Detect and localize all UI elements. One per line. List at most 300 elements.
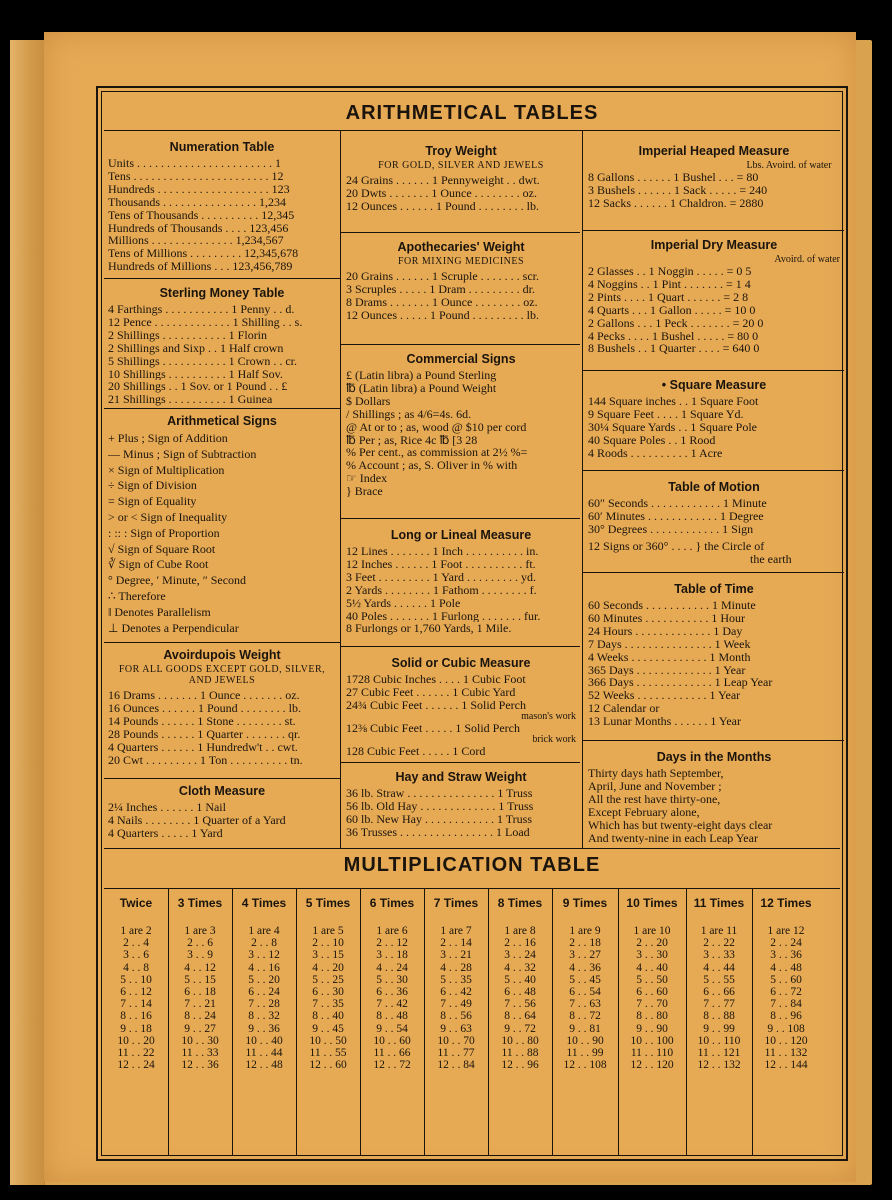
heaped-row: 12 Sacks . . . . . . 1 Chaldron. = 2880 xyxy=(588,196,764,210)
sign-row: ° Degree, ′ Minute, ″ Second xyxy=(108,573,247,588)
commercial-row: ℔ (Latin libra) a Pound Weight xyxy=(346,381,497,395)
hay-row: 56 lb. Old Hay . . . . . . . . . . . . . 1 Truss xyxy=(346,799,534,813)
mult-row: 8 . . 80 xyxy=(636,1010,668,1023)
cubic-row: 128 Cubic Feet . . . . . 1 Cord xyxy=(346,744,486,758)
sterling-money-table xyxy=(108,286,336,406)
mult-row: 9 . . 36 xyxy=(248,1022,280,1035)
hay-row: 36 lb. Straw . . . . . . . . . . . . . . . 1 Truss xyxy=(346,787,533,800)
mult-row: 8 . . 88 xyxy=(703,1010,735,1023)
sign-row: > or < Sign of Inequality xyxy=(108,509,228,524)
mult-row: 6 . . 72 xyxy=(770,986,802,999)
time-rows xyxy=(588,599,840,728)
mult-row: 9 . . 81 xyxy=(569,1022,601,1035)
mult-row: 11 . . 88 xyxy=(501,1047,539,1060)
mult-column xyxy=(232,889,297,1155)
mult-row: 12 . . 120 xyxy=(630,1059,674,1072)
sign-row: — Minus ; Sign of Subtraction xyxy=(108,446,257,461)
mult-row: 5 . . 40 xyxy=(504,973,536,986)
square-rows xyxy=(588,395,840,460)
hay-straw-weight xyxy=(346,770,576,839)
cubic-row: 24¾ Cubic Feet . . . . . . 1 Solid Perch xyxy=(346,698,526,712)
mult-row: 5 . . 55 xyxy=(703,973,735,986)
mult-row: 4 . . 40 xyxy=(636,961,668,974)
troy-title: Troy Weight xyxy=(425,144,497,158)
mult-column xyxy=(552,889,619,1155)
commercial-signs xyxy=(346,352,576,498)
apothecaries-row: 8 Drams . . . . . . . 1 Ounce . . . . . . . . oz. xyxy=(346,295,538,309)
cloth-row: 2¼ Inches . . . . . . 1 Nail xyxy=(108,801,226,814)
numeration-row: Tens of Millions . . . . . . . . . 12,345,678 xyxy=(108,247,299,261)
troy-row: 12 Ounces . . . . . . 1 Pound . . . . . . . . lb. xyxy=(346,199,539,213)
mult-row: 8 . . 96 xyxy=(770,1010,802,1023)
mult-row: 12 . . 144 xyxy=(764,1059,808,1072)
mult-column-header: 9 Times xyxy=(562,896,608,910)
motion-title: Table of Motion xyxy=(668,480,760,494)
mult-row: 11 . . 44 xyxy=(245,1047,283,1060)
mult-row: 11 . . 55 xyxy=(309,1047,347,1060)
mult-row: 9 . . 45 xyxy=(312,1022,344,1035)
mult-row: 12 . . 96 xyxy=(501,1059,539,1072)
square-row: 144 Square inches . . 1 Square Foot xyxy=(588,395,759,408)
long-row: 40 Poles . . . . . . . 1 Furlong . . . . . . . fur. xyxy=(346,609,541,623)
avoirdupois-row: 20 Cwt . . . . . . . . . 1 Ton . . . . . . . . . . tn. xyxy=(108,753,303,767)
time-row: 24 Hours . . . . . . . . . . . . . 1 Day xyxy=(588,624,743,638)
mult-row: 12 . . 60 xyxy=(309,1059,347,1072)
mult-row: 9 . . 99 xyxy=(703,1022,735,1035)
mult-row: 4 . . 12 xyxy=(184,961,216,974)
dry-title: Imperial Dry Measure xyxy=(650,238,778,252)
mult-row: 5 . . 50 xyxy=(636,973,668,986)
signs-rows xyxy=(108,431,336,636)
mult-row: 11 . . 77 xyxy=(437,1047,475,1060)
sign-row: ⊥ Denotes a Perpendicular xyxy=(108,620,239,635)
mult-row: 5 . . 25 xyxy=(312,973,344,986)
column-middle xyxy=(346,138,576,846)
mult-row: 6 . . 54 xyxy=(569,986,601,999)
time-row: 7 Days . . . . . . . . . . . . . . . 1 Week xyxy=(588,637,751,651)
mult-row: 11 . . 99 xyxy=(566,1047,604,1060)
cloth-rows xyxy=(108,801,336,840)
apothecaries-subtitle: FOR MIXING MEDICINES xyxy=(397,256,525,267)
mult-row: 6 . . 48 xyxy=(504,986,536,999)
table-of-time xyxy=(588,582,840,728)
heaped-note: Lbs. Avoird. of water xyxy=(746,160,832,171)
avoirdupois-row: 28 Pounds . . . . . . 1 Quarter . . . . . . . qr. xyxy=(108,727,301,741)
numeration-row: Thousands . . . . . . . . . . . . . . . . 1,234 xyxy=(108,195,286,209)
heaped-rows xyxy=(588,171,840,210)
mult-row: 9 . . 63 xyxy=(440,1022,472,1035)
mult-column-header: 12 Times xyxy=(760,896,812,910)
sign-row: ∛ Sign of Cube Root xyxy=(108,557,209,572)
long-measure xyxy=(346,528,576,635)
mult-row: 4 . . 8 xyxy=(123,961,149,974)
rule xyxy=(340,344,580,345)
long-row: 2 Yards . . . . . . . . 1 Fathom . . . . . . . . f. xyxy=(346,583,537,597)
multiplication-table xyxy=(104,888,840,1155)
apothecaries-row: 20 Grains . . . . . . 1 Scruple . . . . . . . scr. xyxy=(346,270,539,283)
sign-row: ‖ Denotes Parallelism xyxy=(108,604,211,619)
mult-row: 3 . . 21 xyxy=(440,949,472,962)
mult-column-header: 3 Times xyxy=(177,896,223,910)
mult-row: 1 are 9 xyxy=(569,925,601,937)
mult-row: 8 . . 40 xyxy=(312,1010,344,1023)
mult-column xyxy=(104,889,169,1155)
sign-row: ∴ Therefore xyxy=(108,588,166,603)
mult-row: 4 . . 24 xyxy=(376,961,408,974)
motion-row: the earth xyxy=(750,552,792,566)
time-row: 4 Weeks . . . . . . . . . . . . . 1 Month xyxy=(588,650,751,664)
mult-column-header: 10 Times xyxy=(626,896,678,910)
numeration-row: Units . . . . . . . . . . . . . . . . . . . . . . . 1 xyxy=(108,157,282,170)
commercial-row: $ Dollars xyxy=(346,394,391,408)
mult-column-header: Twice xyxy=(119,896,153,910)
mult-row: 4 . . 36 xyxy=(569,961,601,974)
sign-row: : :: : Sign of Proportion xyxy=(108,525,220,540)
mult-row: 9 . . 54 xyxy=(376,1022,408,1035)
cubic-title: Solid or Cubic Measure xyxy=(391,656,531,670)
time-row: 365 Days . . . . . . . . . . . . . 1 Year xyxy=(588,663,746,677)
sterling-rows xyxy=(108,303,336,406)
commercial-rows xyxy=(346,369,576,498)
mult-row: 3 . . 33 xyxy=(703,949,735,962)
mult-row: 3 . . 30 xyxy=(636,949,668,962)
mult-row: 5 . . 60 xyxy=(770,973,802,986)
days-row: All the rest have thirty-one, xyxy=(588,792,721,806)
numeration-row: Hundreds . . . . . . . . . . . . . . . . . . . 123 xyxy=(108,182,290,196)
mult-row: 3 . . 24 xyxy=(504,949,536,962)
mult-row: 6 . . 66 xyxy=(703,986,735,999)
mult-row: 9 . . 27 xyxy=(184,1022,216,1035)
square-measure xyxy=(588,378,840,460)
mult-row: 12 . . 48 xyxy=(245,1059,283,1072)
mult-row: 3 . . 6 xyxy=(123,949,149,962)
column-left xyxy=(108,138,336,846)
sign-row: + Plus ; Sign of Addition xyxy=(108,431,228,445)
mult-row: 4 . . 48 xyxy=(770,961,802,974)
mult-top-rule xyxy=(104,848,840,849)
mult-row: 1 are 3 xyxy=(184,925,216,937)
motion-row: 30° Degrees . . . . . . . . . . . . 1 Sign xyxy=(588,522,754,536)
mult-row: 5 . . 30 xyxy=(376,973,408,986)
mult-row: 11 . . 110 xyxy=(630,1047,674,1060)
square-row: 40 Square Poles . . 1 Rood xyxy=(588,433,716,447)
dry-row: 4 Noggins . . 1 Pint . . . . . . . = 1 4 xyxy=(588,277,751,291)
days-in-months xyxy=(588,750,840,844)
hay-row: 36 Trusses . . . . . . . . . . . . . . . . 1 Load xyxy=(346,825,530,839)
mult-row: 10 . . 100 xyxy=(630,1034,674,1047)
mult-column-header: 4 Times xyxy=(241,896,287,910)
mult-row: 3 . . 12 xyxy=(248,949,280,962)
dry-row: 4 Quarts . . . 1 Gallon . . . . . = 10 0 xyxy=(588,303,756,317)
motion-row: 12 Signs or 360° . . . . } the Circle of xyxy=(588,538,765,553)
mult-row: 2 . . 20 xyxy=(636,937,668,950)
mult-row: 12 . . 24 xyxy=(117,1059,155,1072)
troy-subtitle: FOR GOLD, SILVER AND JEWELS xyxy=(378,160,544,171)
long-row: 5½ Yards . . . . . . 1 Pole xyxy=(346,596,461,610)
time-row: 366 Days . . . . . . . . . . . . . 1 Leap Year xyxy=(588,676,773,690)
mult-column-header: 7 Times xyxy=(433,896,479,910)
rule xyxy=(104,408,340,409)
mult-row: 1 are 12 xyxy=(767,925,805,937)
mult-row: 2 . . 6 xyxy=(187,937,213,950)
mult-row: 1 are 11 xyxy=(700,925,738,937)
mult-row: 6 . . 24 xyxy=(248,986,280,999)
avoirdupois-rows xyxy=(108,689,336,766)
arithmetical-signs xyxy=(108,414,336,636)
hay-row: 60 lb. New Hay . . . . . . . . . . . . 1 Truss xyxy=(346,812,533,826)
long-row: 8 Furlongs or 1,760 Yards, 1 Mile. xyxy=(346,622,512,636)
mult-row: 3 . . 15 xyxy=(312,949,344,962)
sterling-row: 2 Shillings . . . . . . . . . . . 1 Florin xyxy=(108,328,268,342)
mult-row: 1 are 8 xyxy=(504,925,536,937)
mult-row: 4 . . 44 xyxy=(703,961,735,974)
table-frame xyxy=(96,86,848,1161)
time-row: 12 Calendar or xyxy=(588,702,660,716)
time-row: 13 Lunar Months . . . . . . 1 Year xyxy=(588,715,741,729)
cubic-measure xyxy=(346,656,576,758)
mult-row: 10 . . 50 xyxy=(309,1034,347,1047)
mult-row: 10 . . 90 xyxy=(566,1034,604,1047)
sign-row: ÷ Sign of Division xyxy=(108,478,197,493)
mult-row: 6 . . 60 xyxy=(636,986,668,999)
commercial-row: % Per cent., as commission at 2½ %= xyxy=(346,446,528,460)
mult-row: 5 . . 45 xyxy=(569,973,601,986)
days-title: Days in the Months xyxy=(656,750,772,764)
mult-row: 10 . . 80 xyxy=(501,1034,539,1047)
rule xyxy=(104,642,340,643)
dry-rows xyxy=(588,265,840,355)
mult-row: 8 . . 64 xyxy=(504,1010,536,1023)
long-row: 3 Feet . . . . . . . . . 1 Yard . . . . . . . . . yd. xyxy=(346,570,537,584)
mult-row: 5 . . 35 xyxy=(440,973,472,986)
mult-row: 4 . . 28 xyxy=(440,961,472,974)
numeration-table xyxy=(108,140,336,273)
numeration-row: Hundreds of Thousands . . . . 123,456 xyxy=(108,221,289,235)
mult-row: 7 . . 49 xyxy=(440,998,472,1011)
mult-column xyxy=(168,889,233,1155)
mult-row: 7 . . 21 xyxy=(184,998,216,1011)
time-row: 52 Weeks . . . . . . . . . . . . 1 Year xyxy=(588,689,741,703)
mult-row: 12 . . 72 xyxy=(373,1059,411,1072)
mult-row: 11 . . 132 xyxy=(764,1047,808,1060)
numeration-row: Millions . . . . . . . . . . . . . . 1,234,567 xyxy=(108,234,284,248)
dry-note: Avoird. of water xyxy=(774,254,840,265)
mult-row: 6 . . 12 xyxy=(120,986,152,999)
motion-row: 60″ Seconds . . . . . . . . . . . . 1 Minute xyxy=(588,497,767,510)
dry-row: 2 Pints . . . . 1 Quart . . . . . . = 2 8 xyxy=(588,290,749,304)
page-edges xyxy=(10,40,45,1185)
troy-row: 20 Dwts . . . . . . . 1 Ounce . . . . . . . . oz. xyxy=(346,186,537,200)
multiplication-title: MULTIPLICATION TABLE xyxy=(343,854,601,876)
mult-row: 3 . . 27 xyxy=(569,949,601,962)
mult-column-header: 11 Times xyxy=(693,896,745,910)
square-title: • Square Measure xyxy=(661,378,767,392)
commercial-row: ℔ Per ; as, Rice 4c ℔ [3 28 xyxy=(346,433,478,447)
mult-row: 2 . . 14 xyxy=(440,937,472,950)
square-row: 9 Square Feet . . . . 1 Square Yd. xyxy=(588,407,744,421)
long-title: Long or Lineal Measure xyxy=(390,528,532,542)
sign-row: √ Sign of Square Root xyxy=(108,541,216,556)
signs-title: Arithmetical Signs xyxy=(167,414,277,428)
mult-row: 7 . . 77 xyxy=(703,998,735,1011)
mult-row: 4 . . 32 xyxy=(504,961,536,974)
mult-column-header: 5 Times xyxy=(305,896,351,910)
mult-row: 7 . . 14 xyxy=(120,998,152,1011)
mult-row: 5 . . 20 xyxy=(248,973,280,986)
mult-row: 1 are 7 xyxy=(440,925,472,937)
mult-row: 8 . . 56 xyxy=(440,1010,472,1023)
mult-row: 3 . . 18 xyxy=(376,949,408,962)
mult-row: 6 . . 18 xyxy=(184,986,216,999)
mult-row: 7 . . 63 xyxy=(569,998,601,1011)
mult-row: 2 . . 24 xyxy=(770,937,802,950)
dry-row: 2 Glasses . . 1 Noggin . . . . . = 0 5 xyxy=(588,265,752,278)
mult-row: 1 are 5 xyxy=(312,925,344,937)
cloth-row: 4 Quarters . . . . . 1 Yard xyxy=(108,826,223,840)
mult-column xyxy=(360,889,425,1155)
mult-column xyxy=(488,889,553,1155)
mult-row: 2 . . 18 xyxy=(569,937,601,950)
hay-title: Hay and Straw Weight xyxy=(395,770,527,784)
cubic-note: brick work xyxy=(532,733,576,745)
days-rows xyxy=(588,767,840,844)
imperial-dry-measure xyxy=(588,238,840,355)
long-row: 12 Lines . . . . . . . 1 Inch . . . . . . . . . . in. xyxy=(346,545,539,558)
heaped-row: 3 Bushels . . . . . . 1 Sack . . . . . = 240 xyxy=(588,183,768,197)
mult-row: 6 . . 30 xyxy=(312,986,344,999)
mult-row: 8 . . 72 xyxy=(569,1010,601,1023)
mult-row: 8 . . 32 xyxy=(248,1010,280,1023)
numeration-rows xyxy=(108,157,336,273)
table-of-motion xyxy=(588,480,840,566)
mult-row: 5 . . 15 xyxy=(184,973,216,986)
time-title: Table of Time xyxy=(674,582,754,596)
mult-row: 12 . . 84 xyxy=(437,1059,475,1072)
rule xyxy=(582,740,844,741)
mult-column xyxy=(752,889,820,1155)
commercial-row: } Brace xyxy=(346,485,383,499)
mult-row: 11 . . 66 xyxy=(373,1047,411,1060)
days-row: And twenty-nine in each Leap Year xyxy=(588,831,758,845)
hay-rows xyxy=(346,787,576,839)
apothecaries-title: Apothecaries' Weight xyxy=(397,240,525,254)
troy-row: 24 Grains . . . . . . 1 Pennyweight . . dwt. xyxy=(346,174,540,187)
commercial-row: £ (Latin libra) a Pound Sterling xyxy=(346,369,497,382)
apothecaries-row: 12 Ounces . . . . . 1 Pound . . . . . . . . . lb. xyxy=(346,308,539,322)
commercial-row: ☞ Index xyxy=(346,472,388,486)
rule xyxy=(340,232,580,233)
commercial-row: @ At or to ; as, wood @ $10 per cord xyxy=(346,420,527,434)
mult-row: 7 . . 42 xyxy=(376,998,408,1011)
rule xyxy=(340,762,580,763)
numeration-row: Hundreds of Millions . . . 123,456,789 xyxy=(108,260,293,274)
heaped-row: 8 Gallons . . . . . . 1 Bushel . . . = 80 xyxy=(588,171,759,184)
mult-row: 11 . . 22 xyxy=(117,1047,155,1060)
rule xyxy=(340,646,580,647)
mult-row: 7 . . 35 xyxy=(312,998,344,1011)
square-row: 4 Roods . . . . . . . . . . 1 Acre xyxy=(588,446,723,460)
dry-row: 8 Bushels . . 1 Quarter . . . . = 640 0 xyxy=(588,342,760,356)
mult-row: 1 are 4 xyxy=(248,925,280,937)
mult-row: 11 . . 33 xyxy=(181,1047,219,1060)
rule xyxy=(582,370,844,371)
rule xyxy=(340,518,580,519)
imperial-heaped-measure xyxy=(588,144,840,210)
mult-row: 12 . . 108 xyxy=(563,1059,607,1072)
sterling-title: Sterling Money Table xyxy=(159,286,285,300)
rule xyxy=(104,278,340,279)
cubic-row: 12⅜ Cubic Feet . . . . . 1 Solid Perch xyxy=(346,721,520,735)
square-row: 30¼ Square Yards . . 1 Square Pole xyxy=(588,420,757,434)
rule xyxy=(104,778,340,779)
avoirdupois-row: 4 Quarters . . . . . . 1 Hundredw't . . cwt. xyxy=(108,740,298,754)
motion-row: 60′ Minutes . . . . . . . . . . . . 1 Degree xyxy=(588,509,764,523)
sterling-row: 5 Shillings . . . . . . . . . . . 1 Crown . . cr. xyxy=(108,354,298,368)
mult-row: 10 . . 110 xyxy=(697,1034,741,1047)
mult-row: 10 . . 20 xyxy=(117,1034,155,1047)
dry-row: 2 Gallons . . . 1 Peck . . . . . . . = 20 0 xyxy=(588,316,764,330)
days-row: Except February alone, xyxy=(588,805,700,819)
mult-row: 9 . . 108 xyxy=(767,1022,805,1035)
page-title: ARITHMETICAL TABLES xyxy=(345,102,599,124)
mult-row: 5 . . 10 xyxy=(120,973,152,986)
mult-row: 2 . . 12 xyxy=(376,937,408,950)
col-divider-1 xyxy=(340,130,341,848)
mult-row: 6 . . 42 xyxy=(440,986,472,999)
apothecaries-rows xyxy=(346,270,576,322)
mult-column xyxy=(424,889,489,1155)
long-row: 12 Inches . . . . . . 1 Foot . . . . . . . . . . ft. xyxy=(346,557,536,571)
mult-row: 9 . . 90 xyxy=(636,1022,668,1035)
mult-row: 8 . . 48 xyxy=(376,1010,408,1023)
rule xyxy=(582,572,844,573)
sterling-row: 10 Shillings . . . . . . . . . . 1 Half Sov. xyxy=(108,367,283,381)
mult-row: 12 . . 36 xyxy=(181,1059,219,1072)
troy-rows xyxy=(346,174,576,213)
mult-row: 3 . . 36 xyxy=(770,949,802,962)
rule xyxy=(582,230,844,231)
sterling-row: 12 Pence . . . . . . . . . . . . . 1 Shilling . . s. xyxy=(108,315,303,329)
sterling-row: 21 Shillings . . . . . . . . . . 1 Guinea xyxy=(108,393,273,407)
avoirdupois-row: 16 Drams . . . . . . . 1 Ounce . . . . . . . oz. xyxy=(108,689,300,702)
mult-column xyxy=(296,889,361,1155)
mult-row: 4 . . 16 xyxy=(248,961,280,974)
mult-row: 1 are 2 xyxy=(120,925,152,937)
avoirdupois-subtitle: FOR ALL GOODS EXCEPT GOLD, SILVER, AND JEWELS xyxy=(118,664,326,686)
sterling-row: 2 Shillings and Sixp . . 1 Half crown xyxy=(108,341,284,355)
mult-row: 7 . . 70 xyxy=(636,998,668,1011)
mult-column-header: 6 Times xyxy=(369,896,415,910)
mult-row: 1 are 6 xyxy=(376,925,408,937)
mult-row: 2 . . 16 xyxy=(504,937,536,950)
mult-column xyxy=(618,889,687,1155)
numeration-row: Tens of Thousands . . . . . . . . . . 12,345 xyxy=(108,208,295,222)
cubic-row: 27 Cubic Feet . . . . . . 1 Cubic Yard xyxy=(346,685,516,699)
sterling-row: 20 Shillings . . 1 Sov. or 1 Pound . . £ xyxy=(108,380,288,394)
mult-row: 10 . . 40 xyxy=(245,1034,283,1047)
mult-row: 9 . . 72 xyxy=(504,1022,536,1035)
days-row: April, June and November ; xyxy=(588,779,722,793)
mult-row: 2 . . 4 xyxy=(123,937,149,950)
time-row: 60 Minutes . . . . . . . . . . . 1 Hour xyxy=(588,611,745,625)
cubic-row: 1728 Cubic Inches . . . . 1 Cubic Foot xyxy=(346,673,526,686)
title-rule xyxy=(104,130,840,131)
rule xyxy=(582,470,844,471)
mult-row: 8 . . 16 xyxy=(120,1010,152,1023)
apothecaries-row: 3 Scruples . . . . . 1 Dram . . . . . . . . . dr. xyxy=(346,282,535,296)
avoirdupois-row: 16 Ounces . . . . . . 1 Pound . . . . . . . . lb. xyxy=(108,701,301,715)
cloth-title: Cloth Measure xyxy=(178,784,266,798)
